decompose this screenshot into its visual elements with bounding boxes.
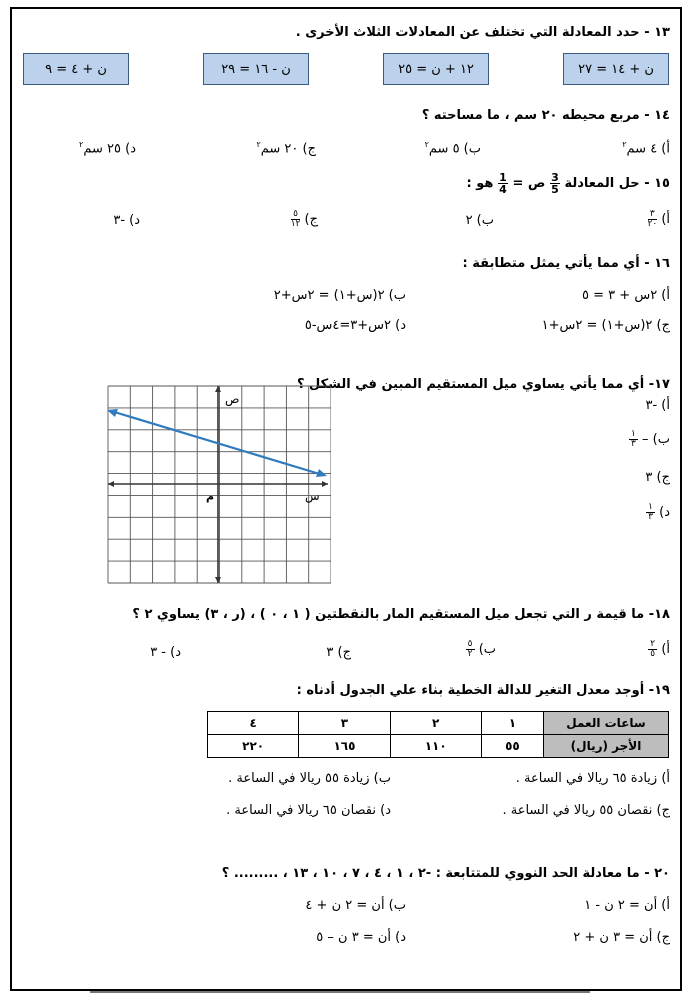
frac-den: ٣: [630, 439, 636, 449]
graph-line: [111, 411, 323, 475]
frac-den: ٢: [467, 649, 473, 659]
superscript-2: ٢: [424, 140, 429, 149]
q20-option-b[interactable]: ب) أن = ٢ ن + ٤: [305, 898, 406, 913]
frac-den: 4: [499, 183, 507, 196]
fraction: [648, 210, 658, 229]
table-cell: ١: [481, 712, 543, 735]
table-cell: ١٦٥: [299, 735, 390, 758]
equation-box-1: ن + ١٤ = ٢٧: [563, 53, 669, 85]
q18-b-label: ب): [478, 642, 496, 657]
frac-den: ٥: [650, 649, 656, 659]
table-cell: ٣: [299, 712, 390, 735]
q15-variable: ص =: [512, 176, 546, 191]
question-16-title: ١٦ - أي مما يأتي يمثل متطابقة :: [462, 256, 670, 271]
q16-option-c[interactable]: ج) ٢(س+١) = ٢س+١: [541, 318, 670, 333]
line-arrow-left: [107, 409, 118, 417]
table-cell: ٢: [390, 712, 481, 735]
table-cell: ٥٥: [481, 735, 543, 758]
q15-option-d[interactable]: د) -٣: [113, 213, 140, 228]
q14-option-c-text: ج) ٢٠ سم: [260, 141, 316, 157]
question-13-title: ١٣ - حدد المعادلة التي تختلف عن المعادلات الثلاث الأخرى .: [295, 25, 670, 40]
q16-option-d[interactable]: د) ٢س+٣=٤س-٥: [304, 318, 406, 333]
q17-option-b[interactable]: [629, 430, 670, 449]
question-17-title: ١٧- أي مما يأتي يساوي ميل المستقيم المبين في الشكل ؟: [296, 377, 670, 392]
question-18-title: ١٨- ما قيمة ر التي تجعل ميل المستقيم المار بالنقطتين ( ١ ، ٠ ) ، (ر ، ٣) يساوي ٢ ؟: [132, 607, 670, 622]
q20-option-d[interactable]: د) أن = ٣ ن – ٥: [316, 930, 406, 945]
fraction: [648, 640, 657, 659]
q18-option-d[interactable]: د) - ٣: [150, 645, 181, 660]
equation-box-3: ن - ١٦ = ٢٩: [203, 53, 309, 85]
q14-option-b[interactable]: [425, 140, 481, 156]
q15-title-pre: ١٥ - حل المعادلة: [564, 176, 670, 191]
q19-option-a[interactable]: أ) زيادة ٦٥ ريالا في الساعة .: [515, 771, 670, 786]
y-axis-arrow-up: [215, 386, 221, 392]
table-cell: ٢٢٠: [208, 735, 299, 758]
q16-option-a[interactable]: أ) ٢س + ٣ = ٥: [582, 288, 670, 303]
q17-b-label: ب) –: [642, 432, 670, 447]
footer-line: [90, 991, 590, 993]
frac-den: 5: [551, 183, 559, 196]
q18-option-a[interactable]: [648, 640, 670, 659]
question-15-title: [467, 172, 670, 195]
table-row: [208, 735, 669, 758]
q17-option-d[interactable]: [646, 503, 670, 522]
frac-num: 1: [499, 171, 507, 184]
q17-option-c[interactable]: ج) ٣: [645, 470, 670, 485]
frac-num: ٥: [467, 639, 473, 649]
frac-den: ٢٠: [647, 219, 658, 229]
q19-option-d[interactable]: د) نقصان ٦٥ ريالا في الساعة .: [226, 803, 391, 818]
q15-option-c[interactable]: [291, 210, 318, 229]
rate-table: [207, 711, 669, 758]
equation-box-2: ١٢ + ن = ٢٥: [383, 53, 489, 85]
q18-option-c[interactable]: ج) ٣: [326, 645, 351, 660]
table-row: [208, 712, 669, 735]
frac-num: ١: [648, 502, 653, 512]
q19-option-b[interactable]: ب) زيادة ٥٥ ريالا في الساعة .: [228, 771, 391, 786]
origin-label: م: [206, 490, 215, 503]
frac-num: ٣: [649, 209, 655, 219]
frac-num: 3: [551, 171, 559, 184]
fraction: [291, 210, 301, 229]
x-axis-label: س: [305, 489, 320, 503]
fraction: [466, 640, 475, 659]
coordinate-graph: [103, 383, 331, 586]
fraction-1-4: [498, 172, 508, 195]
q15-c-label: ج): [304, 212, 318, 227]
q14-option-a-text: أ) ٤ سم: [626, 141, 670, 157]
q15-title-post: هو :: [466, 176, 494, 191]
fraction: [646, 503, 655, 522]
frac-den: ١٢: [290, 219, 301, 229]
q20-option-c[interactable]: ج) أن = ٣ ن + ٢: [573, 930, 670, 945]
q15-option-a[interactable]: [648, 210, 671, 229]
q17-d-label: د): [659, 505, 670, 520]
line-arrow-right: [316, 469, 327, 477]
q18-option-b[interactable]: [466, 640, 496, 659]
question-20-title: ٢٠ - ما معادلة الحد النووي للمتتابعة : -٢ ، ١ ، ٤ ، ٧ ، ١٠ ، ١٣ ، ......... ؟: [221, 866, 670, 881]
q14-option-a[interactable]: [622, 140, 670, 156]
frac-num: ١: [630, 429, 636, 439]
q14-option-d-text: د) ٢٥ سم: [83, 141, 136, 157]
question-19-title: ١٩- أوجد معدل التغير للدالة الخطية بناء علي الجدول أدناه :: [296, 683, 670, 698]
q14-option-c[interactable]: [256, 140, 316, 156]
equation-box-4: ن + ٤ = ٩: [23, 53, 129, 85]
fraction: [629, 430, 638, 449]
q18-a-label: أ): [661, 642, 670, 657]
fraction-3-5: [550, 172, 560, 195]
frac-num: ٥: [293, 209, 298, 219]
x-axis-arrow-right: [322, 481, 328, 487]
y-axis-arrow-down: [215, 577, 221, 583]
question-14-title: ١٤ - مربع محيطه ٢٠ سم ، ما مساحته ؟: [421, 108, 670, 123]
x-axis-arrow-left: [108, 481, 114, 487]
frac-num: ٢: [650, 639, 656, 649]
frac-den: ٣: [648, 512, 653, 522]
superscript-2: ٢: [256, 140, 261, 149]
q20-option-a[interactable]: أ) أن = ٢ ن - ١: [584, 898, 670, 913]
y-axis-label: ص: [225, 392, 240, 406]
table-cell: ٤: [208, 712, 299, 735]
superscript-2: ٢: [79, 140, 84, 149]
q16-option-b[interactable]: ب) ٢(س+١) = ٢س+٢: [273, 288, 406, 303]
q14-option-b-text: ب) ٥ سم: [428, 141, 481, 157]
q14-option-d[interactable]: [79, 140, 136, 156]
q15-a-label: أ): [661, 212, 670, 227]
table-row-header: ساعات العمل: [544, 712, 669, 735]
q17-option-a[interactable]: أ) -٣: [645, 398, 670, 413]
table-cell: ١١٠: [390, 735, 481, 758]
q15-option-b[interactable]: ب) ٢: [465, 213, 494, 228]
superscript-2: ٢: [622, 140, 627, 149]
table-row-header: الأجر (ريال): [544, 735, 669, 758]
q19-option-c[interactable]: ج) نقصان ٥٥ ريالا في الساعة .: [502, 803, 670, 818]
